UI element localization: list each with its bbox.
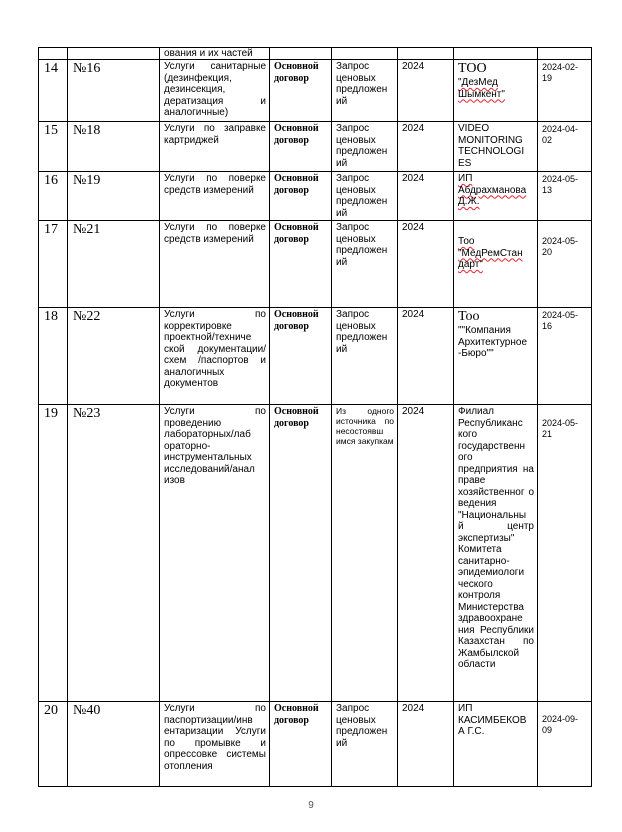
- cell-empty: [538, 48, 592, 60]
- cell-contract-type: Основной договор: [270, 221, 332, 308]
- cell-date: 2024-05-20: [538, 221, 592, 308]
- cell-supplier: [454, 60, 538, 122]
- cell-row-number: 18: [39, 308, 68, 405]
- cell-supplier: [454, 221, 538, 308]
- cell-contract-code: №19: [68, 172, 160, 221]
- cell-empty: [398, 48, 454, 60]
- supplier-form: ТОО: [458, 61, 487, 76]
- cell-service: Услуги по паспортизации/инв ентаризации Услуги по промывке и опрессовке системы отопления: [160, 702, 270, 787]
- cell-supplier: ИП КАСИМБЕКОВ А Г.С.: [454, 702, 538, 787]
- cell-year: 2024: [398, 221, 454, 308]
- cell-contract-code: №22: [68, 308, 160, 405]
- cell-service: Услуги по заправке картриджей: [160, 122, 270, 172]
- cell-date: 2024-05-16: [538, 308, 592, 405]
- table-row: [39, 221, 592, 308]
- cell-contract-type: Основной договор: [270, 702, 332, 787]
- cell-date: 2024-04-02: [538, 122, 592, 172]
- cell-row-number: 17: [39, 221, 68, 308]
- cell-supplier: Филиал Республиканс кого государственн ого предприятия на праве хозяйственног о ведения "Национальны й центр экспертизы" Комитета санитарно-эпидемиологи ческого контроля Министерства здравоохране ния Республики Казахстан по Жамбылской области: [454, 405, 538, 702]
- cell-service: Услуги по поверке средств измерений: [160, 221, 270, 308]
- cell-service: Услуги по проведению лабораторных/лаб ораторно-инструментальных исследований/анал изов: [160, 405, 270, 702]
- cell-contract-type: Основной договор: [270, 60, 332, 122]
- cell-contract-code: №21: [68, 221, 160, 308]
- cell-empty: [270, 48, 332, 60]
- cell-date: 2024-05-13: [538, 172, 592, 221]
- cell-row-number: 16: [39, 172, 68, 221]
- table-row: [39, 122, 592, 172]
- cell-contract-code: №16: [68, 60, 160, 122]
- cell-row-number: 14: [39, 60, 68, 122]
- cell-procurement-method: Запрос ценовых предложен ий: [332, 221, 398, 308]
- procurement-table: [38, 47, 592, 787]
- cell-empty: [68, 48, 160, 60]
- cell-empty: [332, 48, 398, 60]
- cell-contract-type: Основной договор: [270, 122, 332, 172]
- cell-service: Услуги по поверке средств измерений: [160, 172, 270, 221]
- table-row: [39, 405, 592, 702]
- cell-service: Услуги по корректировке проектной/техниче ской документации/схем /паспортов и аналогичных документов: [160, 308, 270, 405]
- table-row: [39, 172, 592, 221]
- cell-supplier: [454, 172, 538, 221]
- table-row: [39, 308, 592, 405]
- cell-year: 2024: [398, 122, 454, 172]
- table-row: [39, 60, 592, 122]
- cell-contract-code: №40: [68, 702, 160, 787]
- cell-empty: [39, 48, 68, 60]
- cell-row-number: 20: [39, 702, 68, 787]
- cell-year: 2024: [398, 172, 454, 221]
- cell-procurement-method: Запрос ценовых предложен ий: [332, 60, 398, 122]
- supplier-name: ИП Абдрахманова Д.Ж.: [458, 173, 527, 207]
- cell-row-number: 19: [39, 405, 68, 702]
- cell-empty: [454, 48, 538, 60]
- cell-procurement-method: Из одного источника по несостоявш имся закупкам: [332, 405, 398, 702]
- cell-date: 2024-09-09: [538, 702, 592, 787]
- cell-contract-type: Основной договор: [270, 172, 332, 221]
- supplier-name: ""Компания Архитектурное -Бюро"": [458, 325, 528, 359]
- cell-contract-code: №23: [68, 405, 160, 702]
- cell-procurement-method: Запрос ценовых предложен ий: [332, 702, 398, 787]
- table-row: [39, 702, 592, 787]
- cell-year: 2024: [398, 308, 454, 405]
- cell-contract-type: Основной договор: [270, 308, 332, 405]
- supplier-form: Тоо: [458, 309, 480, 324]
- cell-row-number: 15: [39, 122, 68, 172]
- cell-contract-code: №18: [68, 122, 160, 172]
- cell-date: 2024-05-21: [538, 405, 592, 702]
- table-row-continuation: [39, 48, 592, 60]
- cell-service: Услуги санитарные (дезинфекция, дезинсекция, дератизация и аналогичные): [160, 60, 270, 122]
- supplier-name: Тоо "МедРемСтан дарт": [458, 236, 523, 270]
- cell-procurement-method: Запрос ценовых предложен ий: [332, 122, 398, 172]
- cell-procurement-method: Запрос ценовых предложен ий: [332, 172, 398, 221]
- cell-year: 2024: [398, 405, 454, 702]
- cell-supplier: [454, 308, 538, 405]
- cell-year: 2024: [398, 60, 454, 122]
- cell-supplier: VIDEO MONITORING TECHNOLOGI ES: [454, 122, 538, 172]
- cell-contract-type: Основной договор: [270, 405, 332, 702]
- cell-year: 2024: [398, 702, 454, 787]
- cell-date: 2024-02-19: [538, 60, 592, 122]
- supplier-name: "ДезМед Шымкент": [458, 77, 505, 100]
- page-number: 9: [308, 800, 314, 811]
- cell-procurement-method: Запрос ценовых предложен ий: [332, 308, 398, 405]
- cell-service: ования и их частей: [160, 48, 270, 60]
